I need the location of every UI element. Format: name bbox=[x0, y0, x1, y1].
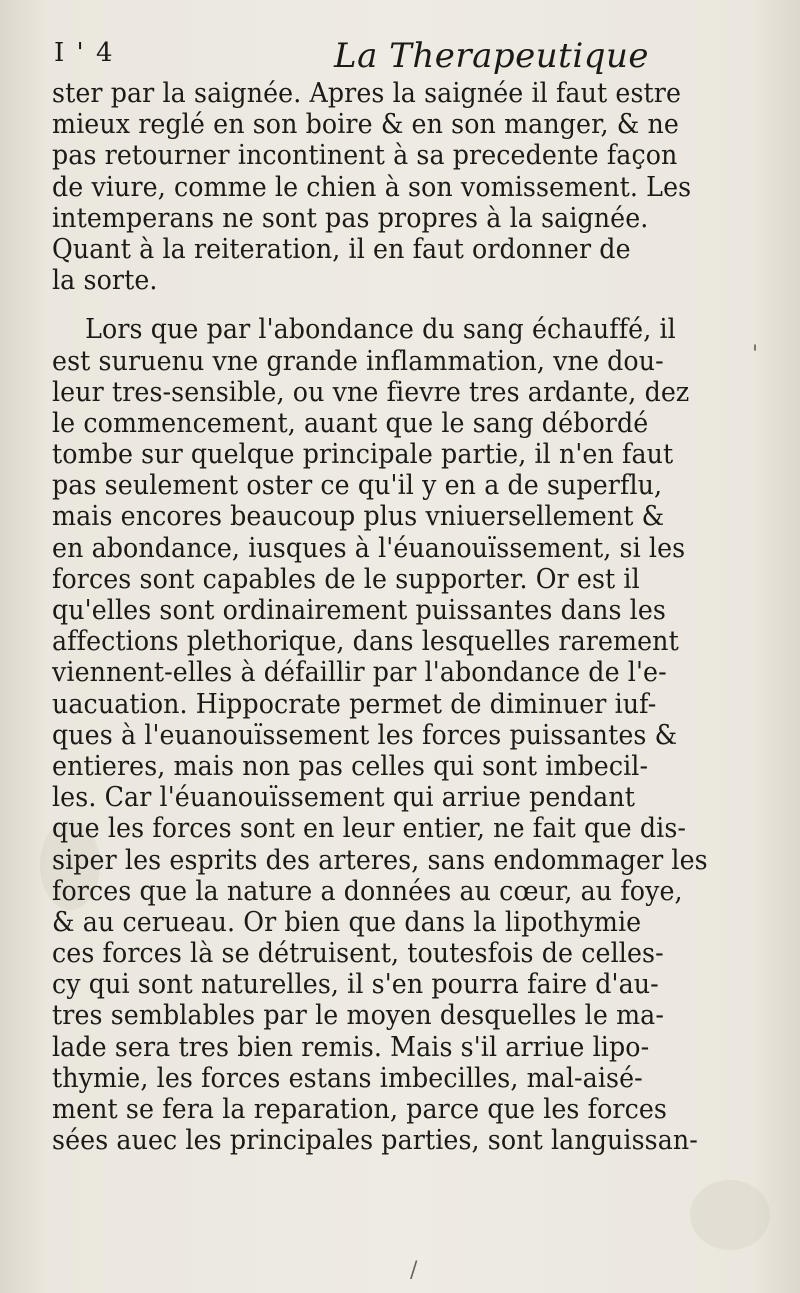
text-line: ster par la saignée. Apres la saignée il faut estre bbox=[52, 77, 682, 109]
text-line: est suruenu vne grande inflammation, vne dou- bbox=[52, 344, 664, 377]
text-line: entieres, mais non pas celles qui sont imbecil- bbox=[52, 749, 649, 782]
text-line: qu'elles sont ordinairement puissantes dans les bbox=[52, 594, 666, 626]
text-line: mieux reglé en son boire & en son manger, & ne bbox=[52, 108, 679, 141]
running-title: La Therapeutique bbox=[334, 36, 649, 76]
text-line: les. Car l'éuanouïssement qui arriue pendant bbox=[52, 781, 635, 814]
text-line: forces que la nature a données au cœur, au foye, bbox=[52, 874, 683, 907]
text-line: uacuation. Hippocrate permet de diminuer iuf- bbox=[52, 687, 657, 720]
paper-stain bbox=[690, 1180, 770, 1250]
text-line: viennent-elles à défaillir par l'abondance de l'e- bbox=[52, 656, 667, 689]
text-line: forces sont capables de le supporter. Or est il bbox=[52, 562, 640, 595]
body-text bbox=[52, 78, 752, 1156]
text-line: Lors que par l'abondance du sang échauffé, il bbox=[85, 313, 676, 346]
margin-mark: / bbox=[410, 1258, 418, 1283]
paragraph-2 bbox=[52, 314, 752, 1156]
text-line: pas retourner incontinent à sa precedente façon bbox=[52, 139, 678, 172]
margin-mark: ' bbox=[751, 342, 758, 367]
text-line: pas seulement oster ce qu'il y en a de superflu, bbox=[52, 469, 663, 502]
text-line: affections plethorique, dans lesquelles rarement bbox=[52, 625, 679, 658]
text-line: siper les esprits des arteres, sans endommager les bbox=[52, 843, 708, 876]
text-line: ces forces là se détruisent, toutesfois de celles- bbox=[52, 937, 664, 970]
text-line: & au cerueau. Or bien que dans la lipothymie bbox=[52, 905, 642, 938]
text-line: leur tres-sensible, ou vne fievre tres ardante, dez bbox=[52, 375, 690, 408]
text-line: ques à l'euanouïssement les forces puissantes & bbox=[52, 718, 678, 751]
text-line: de viure, comme le chien à son vomissement. Les bbox=[52, 170, 692, 203]
text-line: cy qui sont naturelles, il s'en pourra faire d'au- bbox=[52, 968, 659, 1001]
text-line: la sorte. bbox=[52, 264, 158, 297]
page-header bbox=[54, 36, 744, 76]
text-line: que les forces sont en leur entier, ne fait que dis- bbox=[52, 812, 687, 845]
text-line: mais encores beaucoup plus vniuersellement & bbox=[52, 500, 665, 533]
paragraph-1 bbox=[52, 78, 752, 296]
text-line: en abondance, iusques à l'éuanouïssement, si les bbox=[52, 531, 686, 564]
text-line: Quant à la reiteration, il en faut ordonner de bbox=[52, 232, 631, 265]
text-line: thymie, les forces estans imbecilles, mal-aisé- bbox=[52, 1061, 643, 1094]
text-line: tres semblables par le moyen desquelles le ma- bbox=[52, 999, 664, 1032]
paragraph-gap bbox=[52, 296, 752, 314]
text-line: le commencement, auant que le sang débordé bbox=[52, 406, 649, 439]
text-line: ment se fera la reparation, parce que les forces bbox=[52, 1093, 668, 1125]
text-line: sées auec les principales parties, sont languissan- bbox=[52, 1124, 698, 1157]
text-line: intemperans ne sont pas propres à la saignée. bbox=[52, 201, 649, 234]
text-line: lade sera tres bien remis. Mais s'il arriue lipo- bbox=[52, 1030, 650, 1063]
page-number: I ' 4 bbox=[54, 38, 115, 68]
text-line: tombe sur quelque principale partie, il n'en faut bbox=[52, 438, 674, 471]
